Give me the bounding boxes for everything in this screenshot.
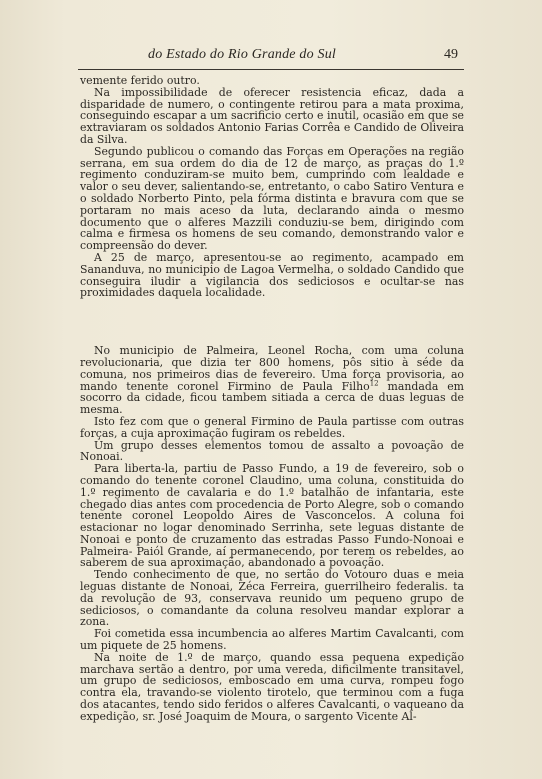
page-number: 49	[444, 47, 458, 62]
paragraph: Um grupo desses elementos tomou de assalto a povoação de Nonoai.	[80, 438, 464, 464]
paragraph-text: No municipio de Palmeira, Leonel Rocha, com uma coluna revolucionaria, que dizia ter 800 homens, pôs sitio à séde da comuna, nos primeiros dias de fevereiro. Uma força provisoria, ao mando tenente coronel Firmino de Paula Filho	[80, 344, 464, 393]
paragraph: Foi cometida essa incumbencia ao alferes Martim Cavalcanti, com um piquete de 25 homens.	[80, 627, 464, 653]
paragraph: Segundo publicou o comando das Forças em Operações na região serrana, em sua ordem do dia de 12 de março, as praças do 1.º regimento conduziram-se muito bem, cumprindo com lealdade e valor o seu dever, salientando-se, entretanto, o cabo Satiro Ventura e o soldado Norberto Pinto, pela fórma distinta e bravura com que se portaram no mais aceso da luta, declarando ainda o mesmo documento que o alferes Mazzili conduziu-se bem, dirigindo com calma e firmesa os homens de seu comando, demonstrando valor e compreensão do dever.	[80, 144, 464, 253]
paragraph-text: mandada em socorro da cidade, ficou tambem sitiada a cerca de duas leguas de mesma.	[80, 379, 464, 417]
paragraph	[80, 345, 464, 416]
paragraph: Na impossibilidade de oferecer resistencia eficaz, dada a disparidade de numero, o contingente retirou para a mata proxima, conseguindo escapar a um sacrificio certo e inutil, ocasião em que se extraviaram os soldados Antonio Farias Corrêa e Candido de Oliveira da Silva.	[80, 85, 464, 146]
page-body	[80, 75, 464, 723]
paragraph: Para liberta-la, partiu de Passo Fundo, a 19 de fevereiro, sob o comando do tenente coronel Claudino, uma coluna, constituida do 1.º regimento de cavalaria e do 1.º batalhão de infantaria, este chegado dias antes com procedencia de Porto Alegre, sob o comando tenente coronel Leopoldo Aires de Vasconcelos. A coluna foi estacionar no logar denominado Serrinha, sete leguas distante de Nonoai e ponto de cruzamento das estradas Passo Fundo-Nonoai e Palmeira- Paiól Grande, aí permanecendo, por terem os rebeldes, ao saberem de sua aproximação, abandonado a povoação.	[80, 462, 464, 570]
paragraph: vemente ferido outro.	[80, 74, 200, 87]
paragraph: Isto fez com que o general Firmino de Paula partisse com outras forças, a cuja aproximação fugiram os rebeldes.	[80, 414, 464, 440]
running-title: do Estado do Rio Grande do Sul	[148, 47, 336, 62]
paragraph: Tendo conhecimento de que, no sertão do Votouro duas e meia leguas distante de Nonoai, Zéca Ferreira, guerrilheiro federalis. ta da revolução de 93, conservava reunido um pequeno grupo de sediciosos, o comandante da coluna resolveu mandar explorar a zona.	[80, 568, 464, 629]
paragraph: A 25 de março, apresentou-se ao regimento, acampado em Sananduva, no municipio de Lagoa Vermelha, o soldado Candido que conseguira iludir a vigilancia dos sediciosos e ocultar-se nas proximidades daquela localidade.	[80, 250, 464, 300]
section-break	[80, 299, 464, 345]
footnote-ref: 12	[369, 378, 379, 387]
running-header	[78, 47, 464, 70]
paragraph: Na noite de 1.º de março, quando essa pequena expedição marchava sertão a dentro, por uma vereda, dificilmente transitavel, um grupo de sediciosos, emboscado em uma curva, rompeu fogo contra ela, travando-se violento tirotelo, que terminou com a fuga dos atacantes, tendo sido feridos o alferes Cavalcanti, o vaqueano da expedição, sr. José Joaquim de Moura, o sargento Vicente Al-	[80, 650, 464, 723]
